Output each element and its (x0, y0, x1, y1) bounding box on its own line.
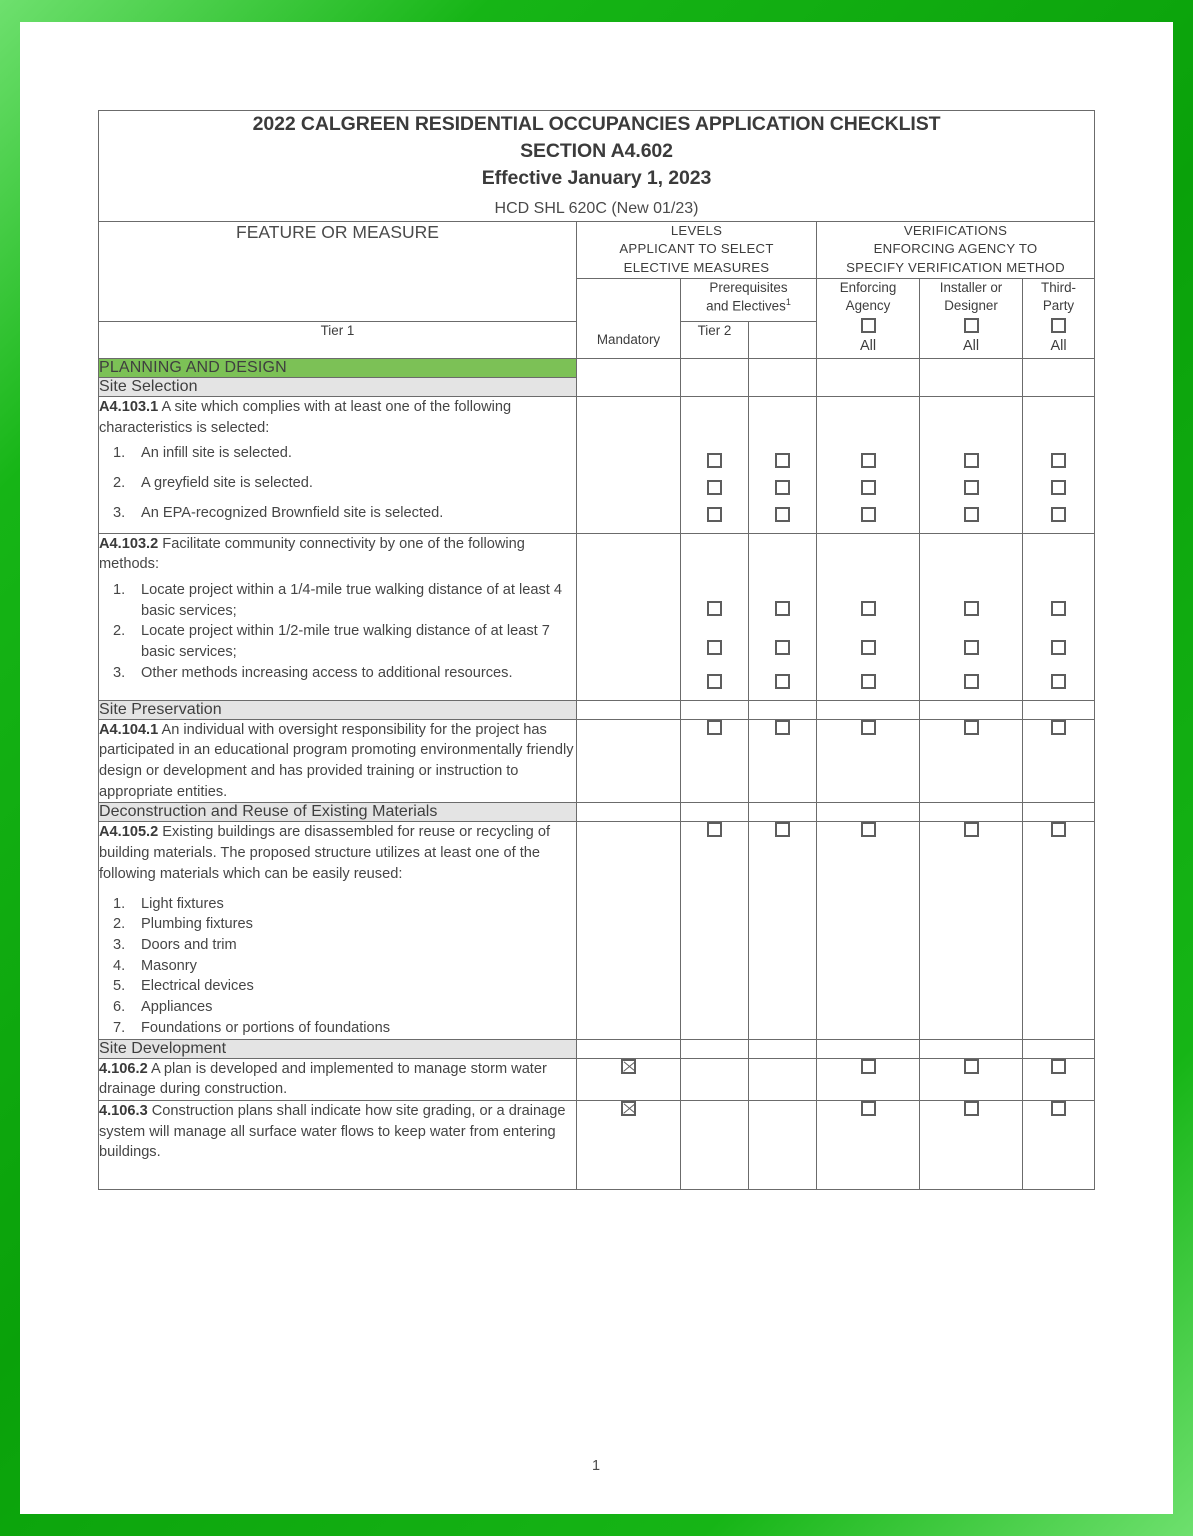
list-item (99, 1018, 576, 1039)
list-item (99, 443, 576, 464)
checkbox-installer-item-1[interactable] (964, 601, 979, 616)
verifications-group-line-1: VERIFICATIONS (903, 222, 1008, 238)
list-item-number: 4. (113, 957, 126, 974)
list-item-number: 2. (113, 475, 126, 492)
checkbox-installer-item-1[interactable] (964, 453, 979, 468)
a4-103-2-tier1-cell (681, 533, 749, 700)
checkbox-enforcing-agency[interactable] (861, 1101, 876, 1116)
third-party-line-1: Third- (1041, 279, 1076, 295)
checkbox-tier2-item-1[interactable] (775, 453, 790, 468)
site-preservation-tier1-cell (681, 700, 749, 719)
planning-band-installer-cell (920, 358, 1023, 396)
a4-103-2-mandatory-cell (577, 533, 681, 700)
list-item-text: Plumbing fixtures (141, 916, 253, 933)
enforcing-agency-column-header (817, 278, 920, 358)
checkbox-mandatory-checked[interactable] (621, 1059, 636, 1074)
subsection-site-development-row (99, 1039, 1095, 1058)
levels-group-line-3: ELECTIVE MEASURES (623, 260, 770, 276)
site-preservation-thirdparty-cell (1023, 700, 1095, 719)
measure-text-a4-103-1: A site which complies with at least one of the following characteristics is selected: (99, 398, 512, 436)
column-group-header-row (99, 221, 1095, 278)
list-item-number: 5. (113, 978, 126, 995)
4-106-3-thirdparty-cell (1023, 1101, 1095, 1190)
measure-item-list-a4-103-1 (99, 443, 576, 523)
checkbox-thirdparty-item-2[interactable] (1051, 640, 1066, 655)
calgreen-checklist-table (98, 110, 1095, 1190)
measure-code-4-106-3: 4.106.3 (99, 1103, 148, 1120)
a4-104-1-enforcing-cell (817, 719, 920, 803)
checkbox-tier1-item-1[interactable] (707, 453, 722, 468)
table-row (99, 1058, 1095, 1100)
list-item-number: 7. (113, 1019, 126, 1036)
document-title-line-3: Effective January 1, 2023 (481, 166, 712, 189)
list-item (99, 473, 576, 494)
planning-band-tier2-cell (749, 358, 817, 396)
tier-1-column-header: Tier 1 (99, 321, 577, 358)
installer-designer-all-label: All (962, 337, 980, 354)
list-item (99, 914, 576, 935)
list-item-number: 3. (113, 664, 126, 681)
enforcing-agency-line-2: Agency (845, 297, 891, 313)
a4-103-1-installer-cell (920, 396, 1023, 533)
list-item-text: Locate project within 1/2-mile true walking distance of at least 7 basic services; (141, 623, 550, 661)
subsection-header-deconstruction: Deconstruction and Reuse of Existing Materials (99, 803, 577, 822)
third-party-all-checkbox[interactable] (1051, 318, 1066, 333)
checklist-sheet (98, 110, 1094, 1474)
list-item-number: 3. (113, 936, 126, 953)
a4-105-2-tier2-cell (749, 822, 817, 1039)
verifications-group-header (817, 221, 1095, 278)
prerequisites-electives-header (681, 278, 817, 321)
measure-item-list-a4-103-2 (99, 580, 576, 684)
list-item (99, 503, 576, 524)
a4-104-1-installer-cell (920, 719, 1023, 803)
a4-103-1-tier1-cell (681, 396, 749, 533)
a4-103-2-enforcing-cell (817, 533, 920, 700)
list-item-text: Electrical devices (141, 978, 254, 995)
third-party-all-label: All (1050, 337, 1067, 354)
measure-4-106-3 (99, 1101, 577, 1190)
measure-text-4-106-3: Construction plans shall indicate how site grading, or a drainage system will manage all surface water flows to keep water from entering buildings. (99, 1103, 566, 1161)
list-item-text: Doors and trim (141, 936, 237, 953)
table-row (99, 719, 1095, 803)
checkbox-third-party[interactable] (1051, 720, 1066, 735)
list-item (99, 935, 576, 956)
checkbox-installer-designer[interactable] (964, 720, 979, 735)
installer-designer-column-header (920, 278, 1023, 358)
section-header-planning-and-design: PLANNING AND DESIGN (99, 358, 577, 377)
subsection-site-preservation-row (99, 700, 1095, 719)
checkbox-tier2-item-2[interactable] (775, 480, 790, 495)
measure-text-a4-103-2: Facilitate community connectivity by one of the following methods: (99, 535, 525, 573)
enforcing-agency-all-label: All (859, 337, 877, 354)
4-106-3-tier2-cell (749, 1101, 817, 1190)
installer-designer-line-1: Installer or (939, 279, 1003, 295)
measure-a4-105-2 (99, 822, 577, 1039)
checkbox-installer-item-2[interactable] (964, 480, 979, 495)
checkbox-tier1-item-1[interactable] (707, 601, 722, 616)
checkbox-installer-designer[interactable] (964, 822, 979, 837)
checkbox-tier1-item-2[interactable] (707, 640, 722, 655)
title-block (99, 111, 1095, 222)
prerequisites-header-line-2: and Electives$^1$ (706, 296, 791, 314)
checkbox-installer-item-3[interactable] (964, 507, 979, 522)
page-number: 1 (591, 1458, 601, 1474)
list-item (99, 580, 576, 621)
4-106-2-tier2-cell (749, 1058, 817, 1100)
list-item-text: Other methods increasing access to additional resources. (141, 664, 513, 681)
checkbox-installer-designer[interactable] (964, 1101, 979, 1116)
checkbox-installer-designer[interactable] (964, 1059, 979, 1074)
list-item-text: Foundations or portions of foundations (141, 1019, 391, 1036)
checkbox-enforcing-item-2[interactable] (861, 480, 876, 495)
installer-designer-all-checkbox[interactable] (964, 318, 979, 333)
table-row (99, 1101, 1095, 1190)
checkbox-thirdparty-item-2[interactable] (1051, 480, 1066, 495)
a4-105-2-enforcing-cell (817, 822, 920, 1039)
measure-text-4-106-2: A plan is developed and implemented to manage storm water drainage during construction. (99, 1060, 547, 1098)
list-item-number: 1. (113, 445, 126, 462)
verifications-group-line-3: SPECIFY VERIFICATION METHOD (846, 260, 1065, 276)
enforcing-agency-line-1: Enforcing (839, 279, 897, 295)
checkbox-thirdparty-item-3[interactable] (1051, 507, 1066, 522)
measure-a4-104-1 (99, 719, 577, 803)
third-party-column-header (1023, 278, 1095, 358)
document-title-line-1: 2022 CALGREEN RESIDENTIAL OCCUPANCIES APPLICATION CHECKLIST (252, 113, 941, 135)
planning-band-tier1-cell (681, 358, 749, 396)
measure-code-a4-103-1: A4.103.1 (99, 398, 159, 415)
site-development-installer-cell (920, 1039, 1023, 1058)
subsection-header-site-development: Site Development (99, 1039, 577, 1058)
measure-text-a4-105-2: Existing buildings are disassembled for reuse or recycling of building materials. The proposed structure utilizes at least one of the following materials which can be easily reused: (99, 824, 551, 882)
subsection-header-site-selection: Site Selection (99, 377, 577, 396)
deconstruction-enforcing-cell (817, 803, 920, 822)
list-item (99, 621, 576, 662)
checkbox-thirdparty-item-1[interactable] (1051, 453, 1066, 468)
site-preservation-installer-cell (920, 700, 1023, 719)
a4-104-1-tier2-cell (749, 719, 817, 803)
checkbox-tier1[interactable] (707, 720, 722, 735)
checkbox-thirdparty-item-3[interactable] (1051, 674, 1066, 689)
planning-band-mandatory-cell (577, 358, 681, 396)
checkbox-third-party[interactable] (1051, 1059, 1066, 1074)
site-development-tier1-cell (681, 1039, 749, 1058)
a4-103-1-enforcing-cell (817, 396, 920, 533)
a4-105-2-thirdparty-cell (1023, 822, 1095, 1039)
levels-group-line-2: APPLICANT TO SELECT (619, 241, 774, 257)
checkbox-mandatory-checked[interactable] (621, 1101, 636, 1116)
checkbox-tier1-item-2[interactable] (707, 480, 722, 495)
list-item-number: 3. (113, 504, 126, 521)
a4-104-1-mandatory-cell (577, 719, 681, 803)
checkbox-installer-item-3[interactable] (964, 674, 979, 689)
checkbox-tier1-item-3[interactable] (707, 674, 722, 689)
checkbox-tier2-item-3[interactable] (775, 507, 790, 522)
a4-105-2-installer-cell (920, 822, 1023, 1039)
4-106-2-enforcing-cell (817, 1058, 920, 1100)
checkbox-tier2-item-1[interactable] (775, 601, 790, 616)
list-item (99, 663, 576, 684)
planning-band-enforcing-cell (817, 358, 920, 396)
deconstruction-thirdparty-cell (1023, 803, 1095, 822)
site-preservation-tier2-cell (749, 700, 817, 719)
4-106-3-mandatory-cell (577, 1101, 681, 1190)
a4-103-2-thirdparty-cell (1023, 533, 1095, 700)
a4-103-1-tier2-cell (749, 396, 817, 533)
document-title-line-2: SECTION A4.602 (520, 139, 673, 162)
deconstruction-mandatory-cell (577, 803, 681, 822)
subsection-deconstruction-row (99, 803, 1095, 822)
4-106-2-installer-cell (920, 1058, 1023, 1100)
list-item (99, 956, 576, 977)
a4-105-2-mandatory-cell (577, 822, 681, 1039)
checkbox-enforcing-item-2[interactable] (861, 640, 876, 655)
deconstruction-tier1-cell (681, 803, 749, 822)
table-row (99, 396, 1095, 533)
checkbox-enforcing-item-3[interactable] (861, 507, 876, 522)
list-item-number: 1. (113, 895, 126, 912)
measure-item-list-a4-105-2 (99, 894, 576, 1039)
subsection-header-site-preservation: Site Preservation (99, 700, 577, 719)
4-106-2-tier1-cell (681, 1058, 749, 1100)
list-item (99, 894, 576, 915)
list-item-number: 2. (113, 916, 126, 933)
list-item-number: 6. (113, 999, 126, 1016)
form-number: HCD SHL 620C (New 01/23) (494, 199, 699, 217)
measure-code-a4-105-2: A4.105.2 (99, 824, 159, 841)
list-item-text: A greyfield site is selected. (141, 475, 313, 492)
4-106-3-enforcing-cell (817, 1101, 920, 1190)
list-item-text: Light fixtures (141, 895, 224, 912)
checkbox-enforcing-agency[interactable] (861, 720, 876, 735)
table-row (99, 822, 1095, 1039)
site-development-thirdparty-cell (1023, 1039, 1095, 1058)
site-preservation-enforcing-cell (817, 700, 920, 719)
4-106-3-installer-cell (920, 1101, 1023, 1190)
a4-104-1-tier1-cell (681, 719, 749, 803)
levels-group-line-1: LEVELS (670, 222, 723, 238)
checkbox-third-party[interactable] (1051, 822, 1066, 837)
tier-2-column-header: Tier 2 (681, 321, 749, 358)
table-row (99, 533, 1095, 700)
4-106-2-thirdparty-cell (1023, 1058, 1095, 1100)
checkbox-tier2-item-2[interactable] (775, 640, 790, 655)
4-106-3-tier1-cell (681, 1101, 749, 1190)
a4-104-1-thirdparty-cell (1023, 719, 1095, 803)
checkbox-tier1-item-3[interactable] (707, 507, 722, 522)
measure-code-a4-104-1: A4.104.1 (99, 721, 159, 738)
list-item-text: Appliances (141, 999, 213, 1016)
deconstruction-tier2-cell (749, 803, 817, 822)
list-item-number: 2. (113, 623, 126, 640)
a4-103-1-thirdparty-cell (1023, 396, 1095, 533)
site-development-mandatory-cell (577, 1039, 681, 1058)
prerequisites-header-line-1: Prerequisites (709, 279, 788, 295)
checkbox-enforcing-item-1[interactable] (861, 601, 876, 616)
third-party-line-2: Party (1042, 297, 1075, 313)
checkbox-tier1[interactable] (707, 822, 722, 837)
a4-103-1-mandatory-cell (577, 396, 681, 533)
feature-or-measure-header: FEATURE OR MEASURE (99, 221, 577, 321)
checkbox-tier2-item-3[interactable] (775, 674, 790, 689)
list-item (99, 997, 576, 1018)
list-item-text: An infill site is selected. (141, 445, 292, 462)
checkbox-enforcing-item-1[interactable] (861, 453, 876, 468)
mandatory-column-header: Mandatory (577, 278, 681, 358)
list-item-text: Locate project within a 1/4-mile true walking distance of at least 4 basic services; (141, 581, 563, 619)
checkbox-enforcing-agency[interactable] (861, 1059, 876, 1074)
enforcing-agency-all-checkbox[interactable] (861, 318, 876, 333)
deconstruction-installer-cell (920, 803, 1023, 822)
checkbox-enforcing-agency[interactable] (861, 822, 876, 837)
checkbox-thirdparty-item-1[interactable] (1051, 601, 1066, 616)
checkbox-enforcing-item-3[interactable] (861, 674, 876, 689)
title-row (99, 111, 1095, 222)
list-item-number: 1. (113, 581, 126, 598)
a4-103-2-installer-cell (920, 533, 1023, 700)
measure-a4-103-1 (99, 396, 577, 533)
levels-group-header (577, 221, 817, 278)
list-item-text: Masonry (141, 957, 197, 974)
measure-code-a4-103-2: A4.103.2 (99, 535, 159, 552)
planning-band-thirdparty-cell (1023, 358, 1095, 396)
list-item (99, 976, 576, 997)
measure-a4-103-2 (99, 533, 577, 700)
site-development-enforcing-cell (817, 1039, 920, 1058)
list-item-text: An EPA-recognized Brownfield site is selected. (141, 504, 444, 521)
measure-4-106-2 (99, 1058, 577, 1100)
section-planning-and-design-row (99, 358, 1095, 377)
site-development-tier2-cell (749, 1039, 817, 1058)
checkbox-installer-item-2[interactable] (964, 640, 979, 655)
checkbox-tier2[interactable] (775, 822, 790, 837)
site-preservation-mandatory-cell (577, 700, 681, 719)
footnote-marker: 1 (785, 296, 791, 307)
checkbox-third-party[interactable] (1051, 1101, 1066, 1116)
measure-code-4-106-2: 4.106.2 (99, 1060, 148, 1077)
installer-designer-line-2: Designer (944, 297, 998, 313)
a4-105-2-tier1-cell (681, 822, 749, 1039)
verifications-group-line-2: ENFORCING AGENCY TO (873, 241, 1038, 257)
measure-text-a4-104-1: An individual with oversight responsibility for the project has participated in an educational program promoting environmentally friendly design or development and has provided training or instruction to appropriate entities. (99, 721, 574, 800)
checkbox-tier2[interactable] (775, 720, 790, 735)
4-106-2-mandatory-cell (577, 1058, 681, 1100)
document-page (20, 22, 1173, 1514)
a4-103-2-tier2-cell (749, 533, 817, 700)
